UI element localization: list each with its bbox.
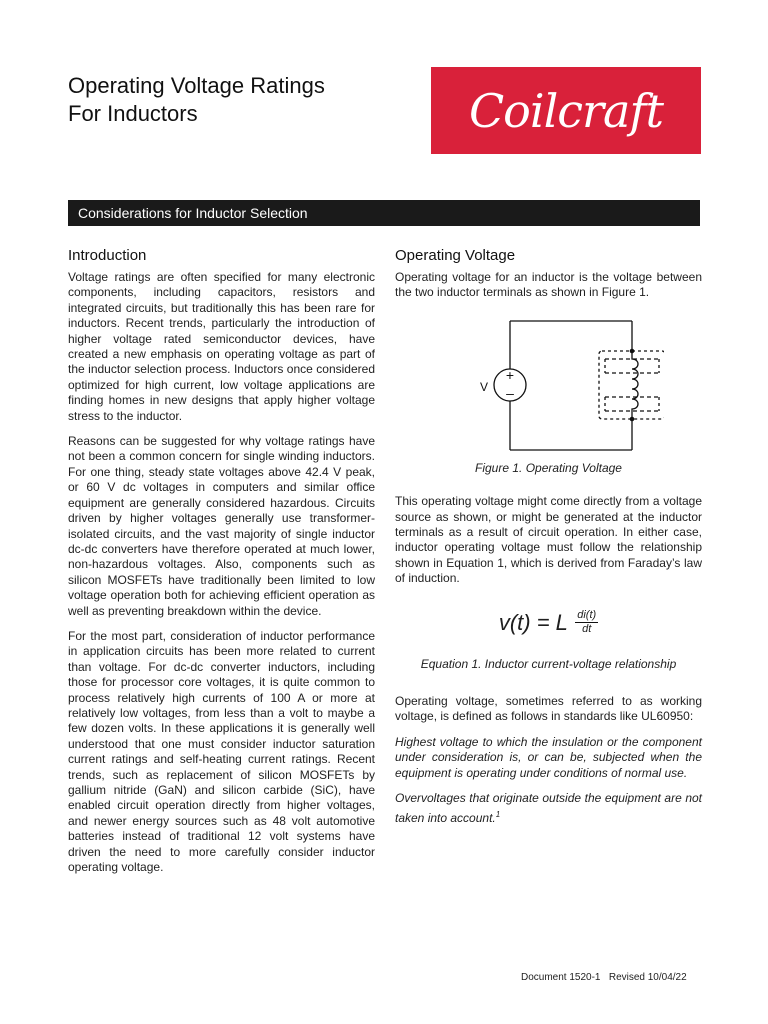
intro-heading: Introduction <box>68 247 147 264</box>
circuit-diagram <box>434 311 664 461</box>
title-line-1: Operating Voltage Ratings <box>68 73 325 98</box>
equation-lhs: v(t) = L <box>498 609 568 635</box>
revision-date: Revised 10/04/22 <box>608 972 687 983</box>
intro-paragraph-1: Voltage ratings are often specified for many electronic components, including capacitors, resistors and integrated circuits, but traditionally this has been rare for inductors. Recent trends, particularly the introduction of higher voltage rated semiconductor devices, have created a new emphasis on operating voltage as part of the inductor selection process. Inductors once considered optimized for high current, low voltage applications are finding homes in new designs that apply higher voltage stress to the inductor. <box>68 270 375 423</box>
operating-paragraph-3: Operating voltage, sometimes referred to as working voltage, is defined as follows in standards like UL60950: <box>395 694 702 724</box>
coilcraft-logo <box>431 67 701 154</box>
equation-denominator: dt <box>582 622 592 635</box>
right-column <box>395 247 702 836</box>
footer <box>521 972 687 983</box>
left-column <box>68 247 375 885</box>
logo-text: Coilcraft <box>468 83 663 138</box>
page-title <box>68 72 408 128</box>
equation-numerator: di(t) <box>577 608 597 621</box>
source-minus-symbol: – <box>505 384 514 401</box>
intro-paragraph-3: For the most part, consideration of inductor performance in application circuits has been more related to current than voltage. For dc-dc converter inductors, including those for processor core voltages, it is quite common to process relatively high currents of 100 A or more at relatively low voltages, from less than a volt to maybe a few dozen volts. In these applications it is generally well understood that one must consider inductor saturation current ratings and self-heating current ratings. Recent trends, such as replacement of silicon MOSFETs by gallium nitride (GaN) and silicon carbide (SiC), have enabled circuit operation directly from higher voltages, and newer energy sources such as 48 volt automotive batteries instead of traditional 12 volt systems have driven the need to more carefully consider inductor operating voltage. <box>68 628 375 875</box>
document-number: Document 1520-1 <box>521 972 601 983</box>
footnote-ref: 1 <box>495 809 501 819</box>
operating-heading: Operating Voltage <box>395 247 516 264</box>
title-line-2: For Inductors <box>68 101 198 126</box>
standard-quote-2 <box>395 791 702 826</box>
section-band: Considerations for Inductor Selection <box>68 200 700 226</box>
intro-paragraph-2: Reasons can be suggested for why voltage ratings have not been a common concern for single winding inductors. For one thing, steady state voltages above 42.4 V peak, or 60 V dc voltages in computers and similar office equipment are generally considered hazardous. Circuits driven by higher voltages generally use transformer-isolated circuits, and the vast majority of single inductor dc-dc converters have therefore operated at much lower, non-hazardous voltages. Also, components such as silicon MOSFETs have traditionally been limited to low voltage operation both for achieving efficient operation as well as preventing breakdown within the device. <box>68 434 375 618</box>
quote-2-text: Overvoltages that originate outside the equipment are not taken into account. <box>395 791 702 825</box>
source-plus-symbol: + <box>505 366 514 383</box>
equation-caption: Equation 1. Inductor current-voltage relationship <box>420 656 677 671</box>
inductor-coil-icon <box>632 351 638 419</box>
operating-paragraph-2: This operating voltage might come directly from a voltage source as shown, or might be generated at the inductor terminals as a result of circuit operation. In either case, inductor operating voltage must follow the relationship shown in Equation 1, which is derived from Faraday’s law of induction. <box>395 494 702 586</box>
equation-fraction <box>575 609 598 636</box>
source-voltage-label: V <box>479 379 488 394</box>
operating-paragraph-1: Operating voltage for an inductor is the voltage between the two inductor terminals as shown in Figure 1. <box>395 270 702 300</box>
standard-quote-1: Highest voltage to which the insulation or the component under consideration is, or can be, subjected when the equipment is operating under conditions of normal use. <box>395 734 702 780</box>
figure-caption: Figure 1. Operating Voltage <box>475 460 622 475</box>
equation-1 <box>395 609 702 645</box>
